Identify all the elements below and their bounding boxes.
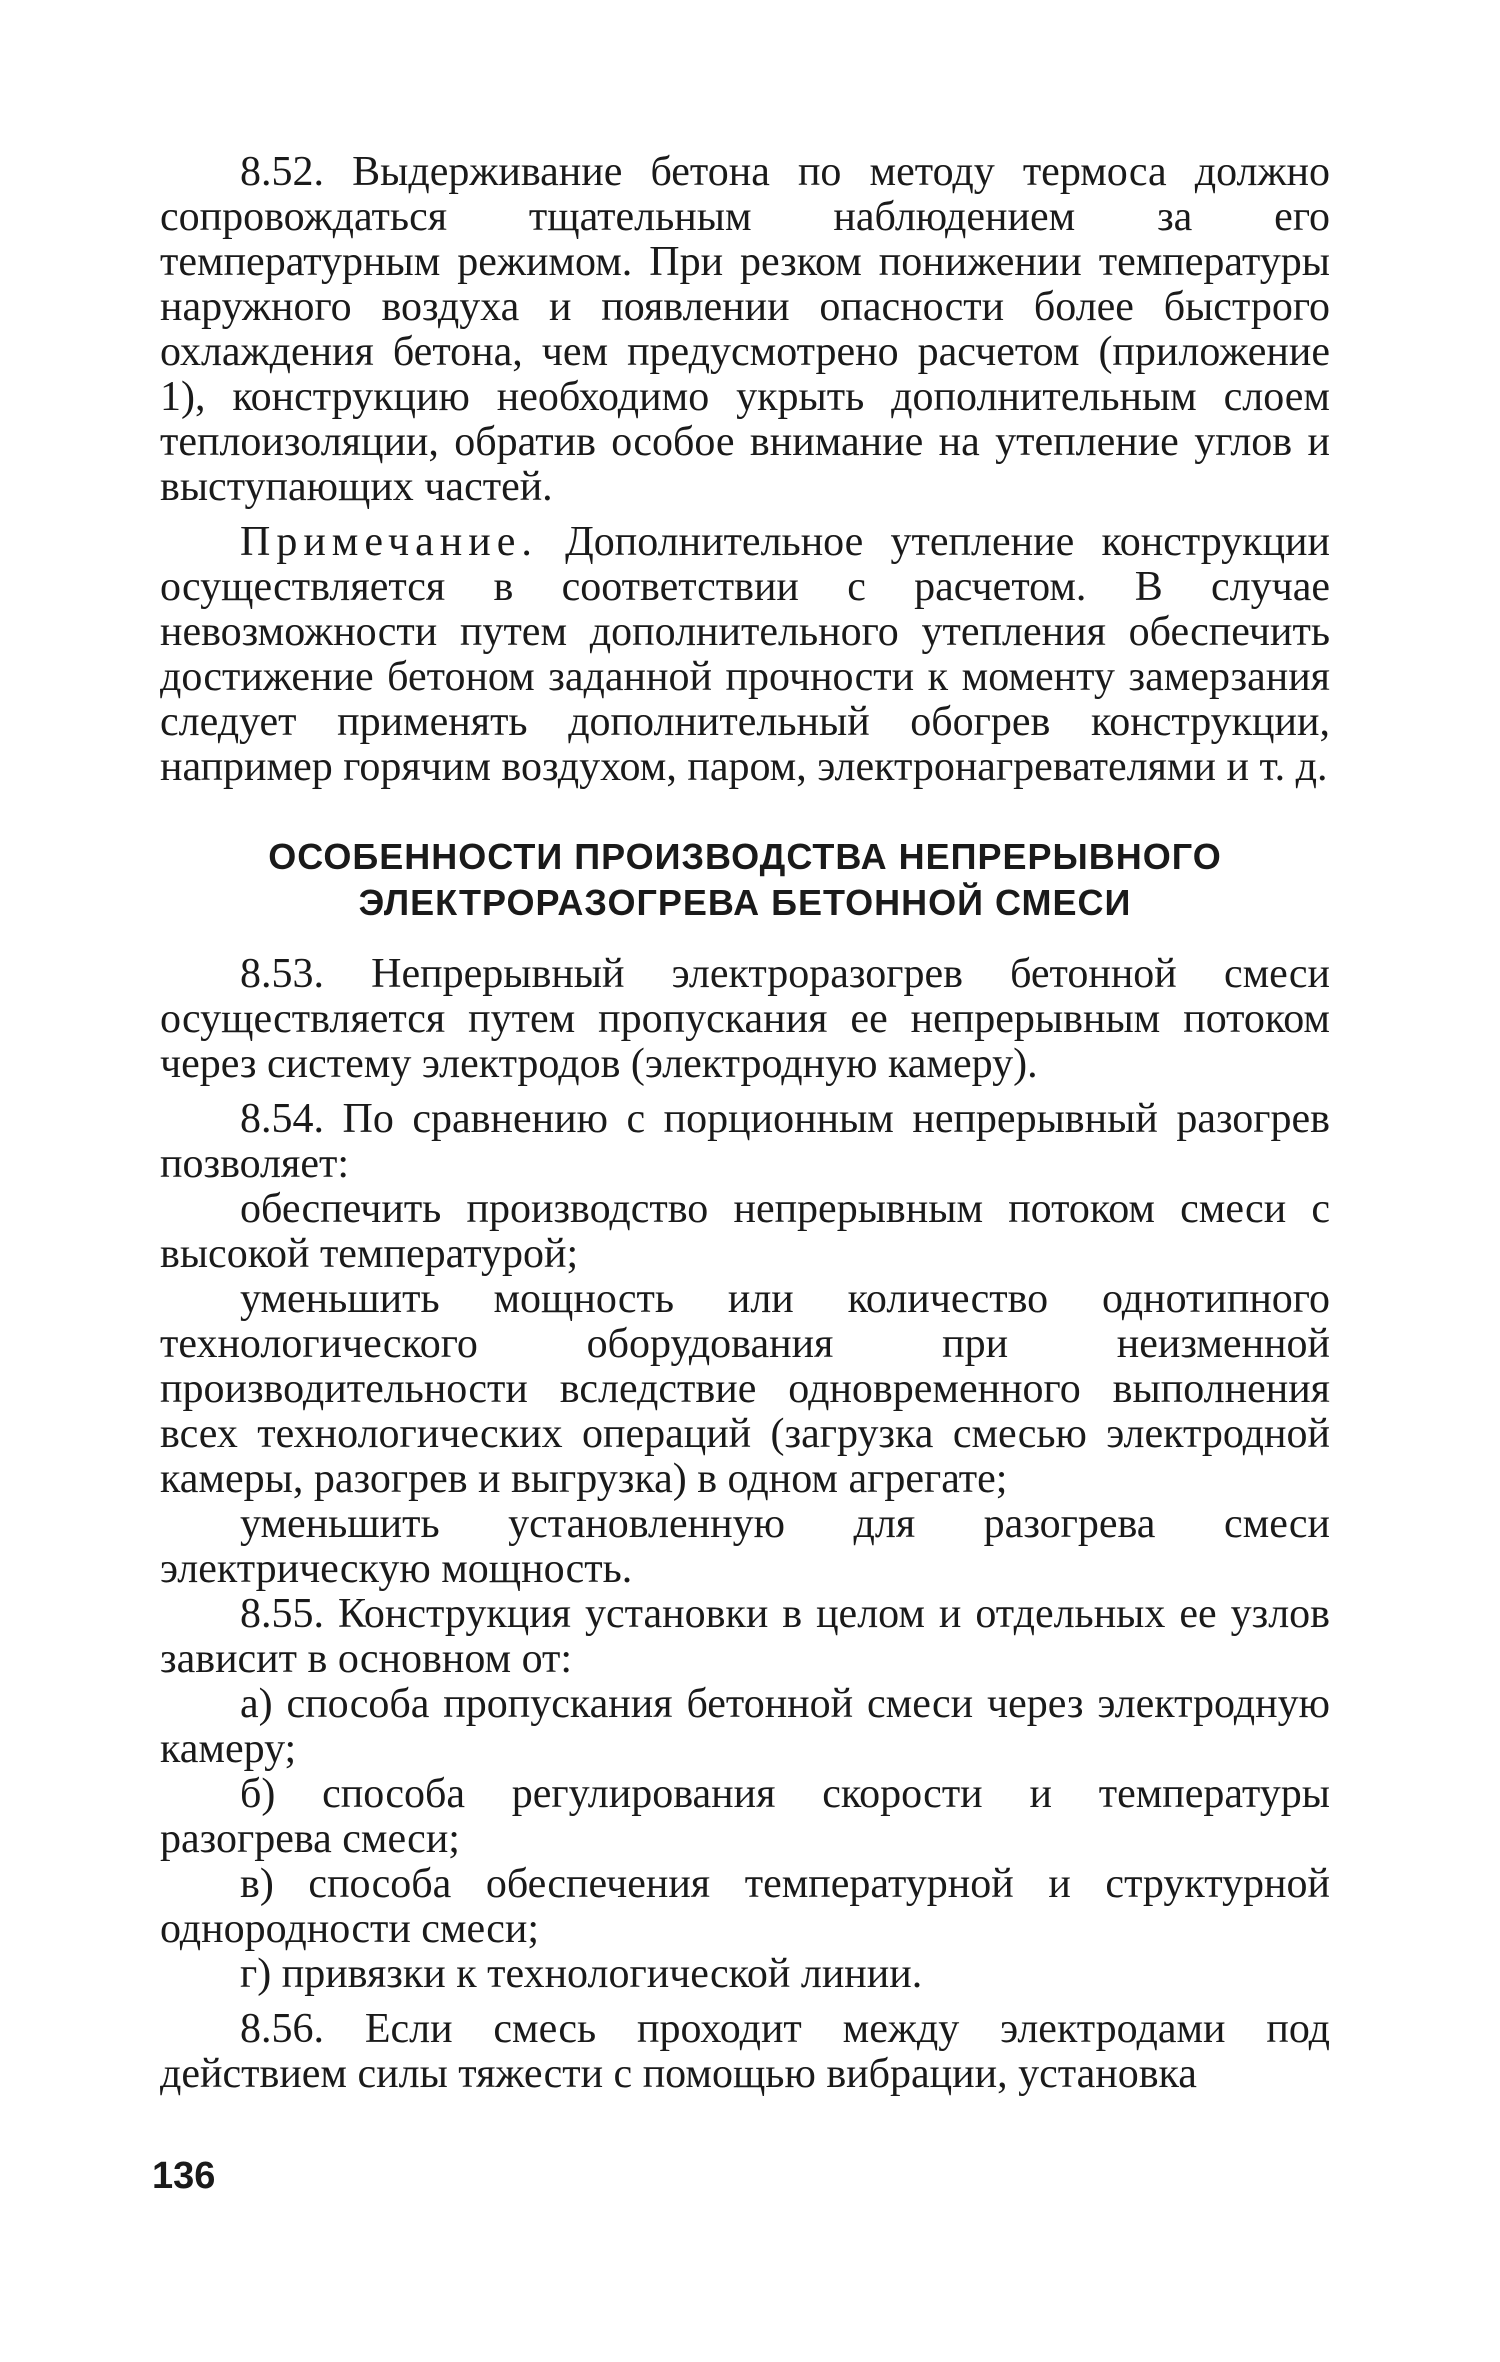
paragraph-number: 8.53. [240,951,324,997]
paragraph-text: Непрерывный электроразогрев бетонной смеси осуществляется путем пропускания ее непрерывным потоком через систему электродов (электродную камеру). [160,951,1330,1087]
paragraph-8-55 [160,1592,1330,1682]
paragraph-8-53 [160,952,1330,1087]
paragraph-number: 8.56. [240,2006,324,2052]
list-item: в) способа обеспечения температурной и структурной однородности смеси; [160,1861,1330,1952]
note-label: Примечание. [240,519,538,565]
note-paragraph [160,520,1330,790]
section-heading [160,834,1330,926]
note-text: Дополнительное утепление конструкции осуществляется в соответствии с расчетом. В случае невозможности путем дополнительного утепления обеспечить достижение бетоном заданной прочности к моменту замерзания следует применять дополнительный обогрев конструкции, например горячим воздухом, паром, электронагревателями и т. д. [160,519,1331,790]
list-item: уменьшить мощность или количество однотипного технологического оборудования при неизменной производительности вследствие одновременного выполнения всех технологических операций (загрузка смесью электродной камеры, разогрев и выгрузка) в одном агрегате; [160,1276,1330,1502]
paragraph-number: 8.54. [240,1096,324,1142]
page-number: 136 [152,2155,216,2197]
paragraph-text: Если смесь проходит между электродами под действием силы тяжести с помощью вибрации, установка [160,2006,1330,2097]
list-item: обеспечить производство непрерывным потоком смеси с высокой температурой; [160,1186,1330,1277]
list-item: г) привязки к технологической линии. [240,1951,923,1997]
paragraph-text: Выдерживание бетона по методу термоса должно сопровождаться тщательным наблюдением за его температурным режимом. При резком понижении температуры наружного воздуха и появлении опасности более быстрого охлаждения бетона, чем предусмотрено расчетом (приложение 1), конструкцию необходимо укрыть дополнительным слоем теплоизоляции, обратив особое внимание на утепление углов и выступающих частей. [160,149,1330,510]
heading-line-2: ЭЛЕКТРОРАЗОГРЕВА БЕТОННОЙ СМЕСИ [358,882,1132,923]
paragraph-8-56 [160,2007,1330,2097]
paragraph-number: 8.55. [240,1591,324,1637]
paragraph-number: 8.52. [240,149,324,195]
paragraph-text: Конструкция установки в целом и отдельных ее узлов зависит в основном от: [160,1591,1330,1682]
paragraph-8-52 [160,150,1330,510]
list-item: уменьшить установленную для разогрева смеси электрическую мощность. [160,1501,1330,1592]
text-column [160,150,1330,2097]
list-item: а) способа пропускания бетонной смеси через электродную камеру; [160,1681,1330,1772]
list-item: б) способа регулирования скорости и температуры разогрева смеси; [160,1771,1330,1862]
heading-line-1: ОСОБЕННОСТИ ПРОИЗВОДСТВА НЕПРЕРЫВНОГО [268,836,1222,877]
paragraph-text: По сравнению с порционным непрерывный разогрев позволяет: [160,1096,1331,1187]
paragraph-8-54 [160,1097,1330,1187]
